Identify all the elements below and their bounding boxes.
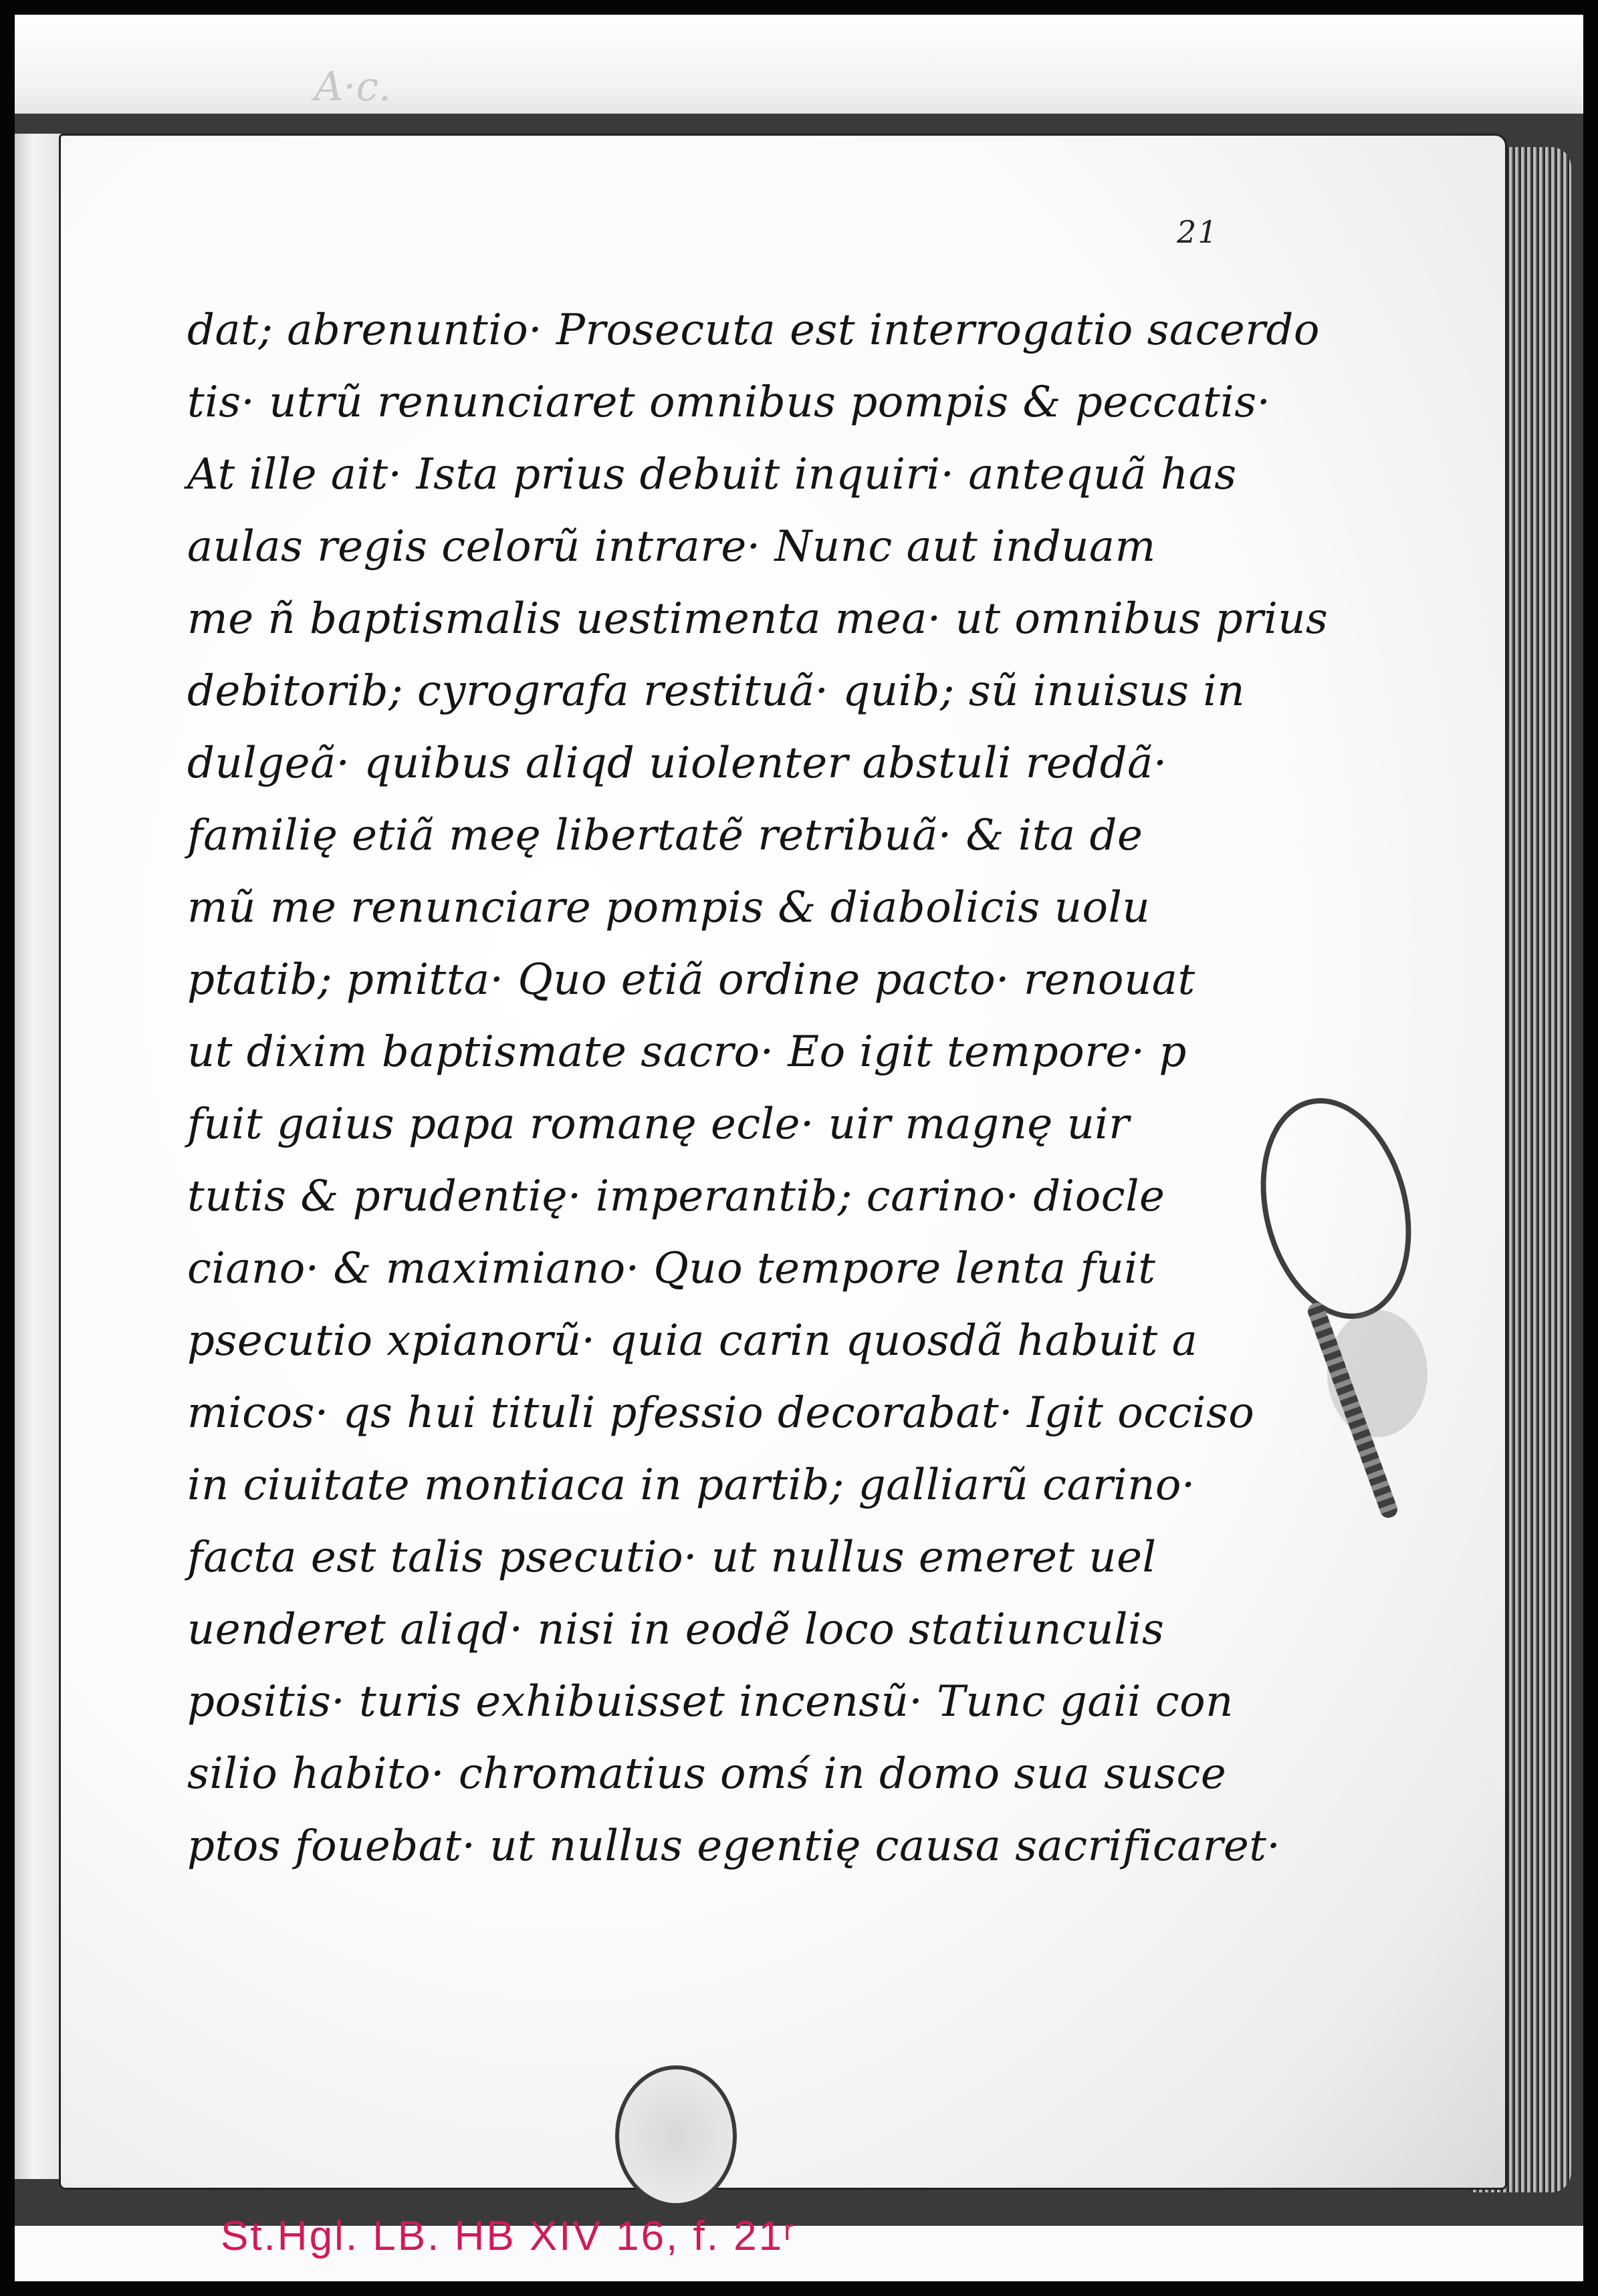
folio-number: 21: [1177, 214, 1219, 250]
text-line: ut dixim baptismate sacro· Eo igit tempore· p: [187, 1027, 1187, 1077]
text-line: facta est talis psecutio· ut nullus emeret uel: [187, 1533, 1157, 1582]
text-line: dat; abrenuntio· Prosecuta est interrogatio sacerdo: [187, 305, 1320, 355]
text-line: uenderet aliqd· nisi in eodẽ loco statiunculis: [187, 1605, 1165, 1654]
faint-pencil-note: A·c.: [314, 63, 392, 110]
text-line: tutis & prudentię· imperantib; carino· diocle: [187, 1172, 1165, 1221]
text-line: tis· utrũ renunciaret omnibus pompis & peccatis·: [187, 378, 1271, 427]
text-line: debitorib; cyrografa restituã· quib; sũ inuisus in: [187, 666, 1246, 716]
text-line: At ille ait· Ista prius debuit inquiri· antequã has: [187, 450, 1237, 499]
text-line: familię etiã meę libertatẽ retribuã· & ita de: [187, 811, 1143, 860]
text-line: dulgeã· quibus aliqd uiolenter abstuli reddã·: [187, 739, 1167, 788]
text-line: mũ me renunciare pompis & diabolicis uolu: [187, 883, 1151, 932]
text-line: silio habito· chromatius omś in domo sua susce: [187, 1749, 1227, 1799]
text-line: aulas regis celorũ intrare· Nunc aut induam: [187, 522, 1156, 571]
text-line: ptos fouebat· ut nullus egentię causa sacrificaret·: [187, 1821, 1281, 1871]
text-line: ptatib; pmitta· Quo etiã ordine pacto· renouat: [187, 955, 1195, 1005]
text-line: micos· qs hui tituli pfessio decorabat· Igit occiso: [187, 1388, 1255, 1438]
manuscript-text: [187, 294, 1329, 1882]
parchment-hole: [615, 2065, 737, 2207]
text-line: in ciuitate montiaca in partib; galliarũ carino·: [187, 1460, 1195, 1510]
shelfmark-label: St.Hgl. LB. HB XIV 16, f. 21ʳ: [221, 2213, 796, 2259]
text-line: ciano· & maximiano· Quo tempore lenta fuit: [187, 1244, 1156, 1293]
text-line: me ñ baptismalis uestimenta mea· ut omnibus prius: [187, 594, 1329, 644]
text-line: positis· turis exhibuisset incensũ· Tunc gaii con: [187, 1677, 1234, 1727]
text-line: fuit gaius papa romanę ecle· uir magnę uir: [187, 1100, 1130, 1149]
facing-page-edge: [15, 134, 64, 2179]
text-line: psecutio xpianorũ· quia carin quosdã habuit a: [187, 1316, 1198, 1366]
